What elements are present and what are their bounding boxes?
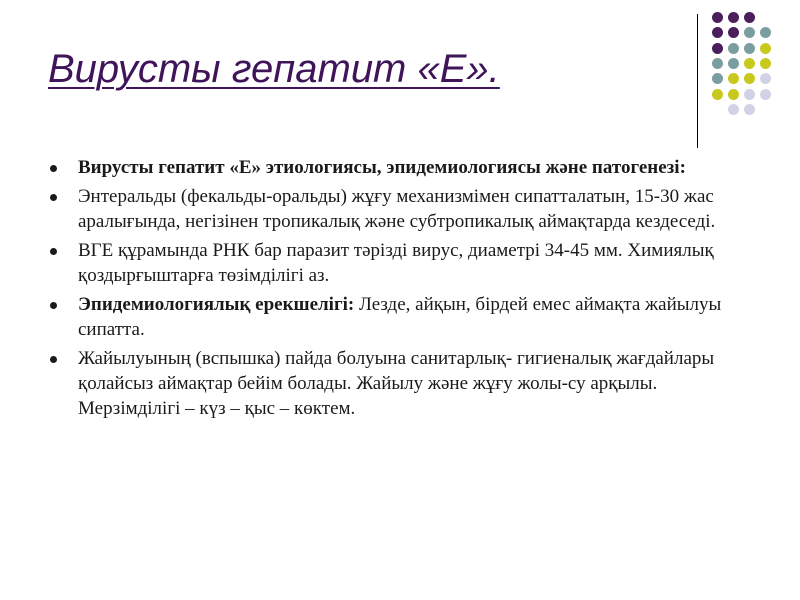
bullet-text: ВГЕ құрамында РНК бар паразит тәрізді вирус, диаметрі 34-45 мм. Химиялық қоздырғыштарға төзімділігі аз. [78,240,714,286]
decorative-dot-icon [712,58,723,69]
decorative-dot-icon [744,89,755,100]
bullet-dot-icon [50,194,57,201]
slide-title: Вирусты гепатит «Е». [48,47,500,91]
decorative-dot-icon [712,12,723,23]
decorative-dot-icon [760,43,771,54]
bullet-text: Лезде, айқын, бірдей емес аймақта жайылуы сипатта. [78,294,722,340]
decorative-dot-icon [744,58,755,69]
decorative-dot-icon [728,12,739,23]
bullet-item [48,346,748,421]
decorative-dot-icon [744,73,755,84]
bullet-text: Жайылуының (вспышка) пайда болуына санитарлық- гигиеналық жағдайлары қолайсыз аймақтар бейім болады. Жайылу және жұғу жолы-су арқылы. Мерзімділігі – күз – қыс – көктем. [78,348,715,419]
decorative-dot-icon [728,73,739,84]
bullet-dot-icon [50,165,57,172]
bullet-dot-icon [50,248,57,255]
bullet-item [48,238,748,288]
title-divider-line [697,14,698,148]
decorative-dot-icon [760,73,771,84]
decorative-dot-icon [728,43,739,54]
decorative-dot-icon [712,43,723,54]
bullet-dot-icon [50,302,57,309]
bullet-bold-lead: Эпидемиологиялық ерекшелігі: [78,294,355,315]
decorative-dot-icon [728,104,739,115]
bullet-text: Энтеральды (фекальды-оральды) жұғу механизмімен сипатталатын, 15-30 жас аралығында, негізінен тропикалық және субтропикалық аймақтарда кездеседі. [78,186,716,232]
decorative-dot-icon [744,27,755,38]
bullet-bold-lead: Вирусты гепатит «Е» этиологиясы, эпидемиологиясы және патогенезі: [78,157,686,178]
decorative-dot-icon [744,12,755,23]
decorative-dot-icon [744,43,755,54]
bullet-dot-icon [50,356,57,363]
bullet-list [48,155,748,425]
decorative-dot-icon [744,104,755,115]
decorative-dot-icon [728,89,739,100]
decorative-dot-icon [712,27,723,38]
decorative-dot-icon [760,27,771,38]
bullet-item [48,184,748,234]
decorative-dot-icon [712,73,723,84]
decorative-dot-icon [760,58,771,69]
decorative-dot-icon [712,89,723,100]
decorative-dot-icon [728,58,739,69]
bullet-item [48,155,748,180]
decorative-dot-icon [728,27,739,38]
decorative-dot-icon [760,89,771,100]
bullet-item [48,292,748,342]
